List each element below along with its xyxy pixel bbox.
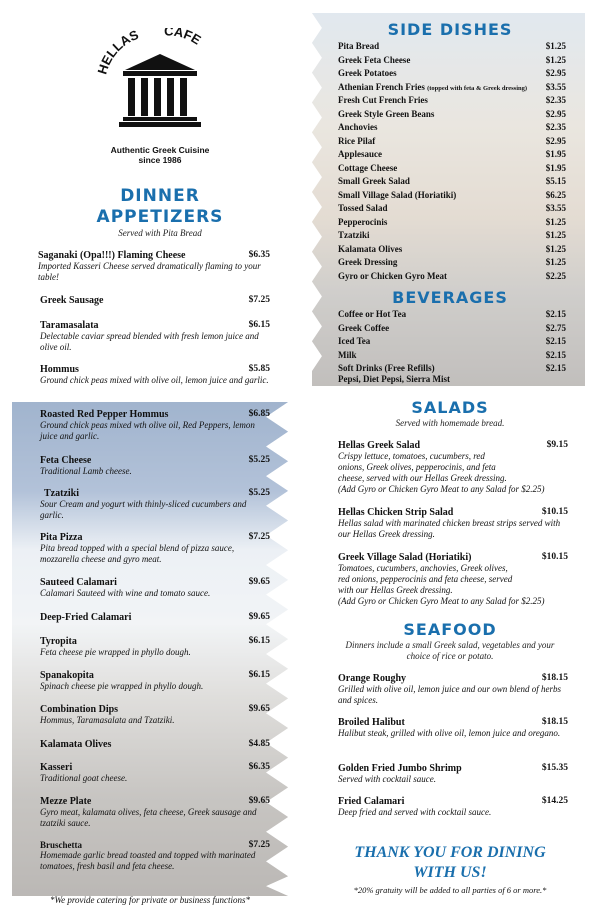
side-dish-price: $2.35 [545,95,566,105]
appetizer-item [40,455,270,477]
logo-since: since 1986 [138,155,182,165]
salad-item [338,440,568,495]
appetizer-desc: Traditional goat cheese. [40,773,128,783]
appetizer-item [40,704,270,726]
side-dish-price: $1.25 [545,230,566,240]
side-dish-name: Small Village Salad (Horiatiki) [338,189,457,200]
appetizer-price: $6.85 [248,409,270,419]
appetizer-item [40,409,270,442]
beverage-price: $2.15 [545,363,566,373]
beverage-name: Iced Tea [338,336,371,346]
seafood-price: $14.25 [541,796,568,806]
side-dish-price: $3.55 [545,81,566,92]
beverage-name: Greek Coffee [338,322,390,333]
side-dish-price: $1.25 [545,41,566,51]
appetizer-item [40,320,270,353]
appetizer-name: Deep-Fried Calamari [40,612,132,623]
side-dish-price: $3.55 [545,203,566,213]
appetizer-item [40,612,270,623]
appetizer-desc: Spinach cheese pie wrapped in phyllo dough. [40,681,204,691]
side-dish-row [338,230,566,244]
beverage-name: Coffee or Hot Tea [338,309,407,319]
side-dish-name: Kalamata Olives [338,243,403,254]
appetizer-name: Saganaki (Opa!!!) Flaming Cheese [38,250,186,261]
appetizer-item [40,840,270,872]
side-dish-row [338,136,566,150]
side-dish-row [338,55,566,69]
side-dish-row [338,190,566,204]
appetizer-item [40,488,270,521]
side-dish-row [338,68,566,82]
appetizer-name: Feta Cheese [40,455,92,466]
side-dish-row [338,82,566,96]
salad-price: $10.15 [541,552,568,562]
appetizer-price: $6.15 [248,670,270,680]
svg-text:CAFE: CAFE [163,28,204,48]
seafood-item [338,717,568,739]
appetizer-price: $6.15 [248,320,270,330]
appetizer-desc: Ground chick peas mixed wth olive oil, Red Peppers, lemon juice and garlic. [40,420,255,441]
side-dish-row [338,244,566,258]
side-dish-name: Greek Potatoes [338,68,397,78]
side-dish-name: Gyro or Chicken Gyro Meat [338,270,447,281]
appetizer-price: $9.65 [248,796,270,806]
seafood-item [338,796,568,818]
side-dish-name: Greek Style Green Beans [338,108,435,119]
appetizer-desc: Hommus, Taramasalata and Tzatziki. [40,715,175,725]
appetizer-name: Tyropita [40,636,77,647]
appetizer-name: Spanakopita [40,670,94,681]
side-dish-price: $1.95 [545,162,566,173]
appetizer-desc: Imported Kasseri Cheese served dramatically flaming to your table! [38,261,261,282]
seafood-desc: Served with cocktail sauce. [338,774,436,784]
seafood-name: Golden Fried Jumbo Shrimp [338,763,462,774]
beverage-name: Milk [338,349,357,360]
side-dish-name: Small Greek Salad [338,176,410,186]
side-dish-row [338,41,566,55]
side-dish-row [338,109,566,123]
appetizer-name: Taramasalata [40,320,99,331]
svg-text:HELLAS: HELLAS [95,28,141,76]
appetizer-price: $6.35 [248,762,270,772]
side-dish-price: $2.25 [545,270,566,281]
side-dish-row [338,122,566,136]
salad-name: Hellas Greek Salad [338,440,421,451]
side-dish-name: Pita Bread [338,41,380,51]
side-dish-name: Greek Feta Cheese [338,54,411,65]
side-dish-row [338,271,566,285]
side-dish-row [338,217,566,231]
appetizer-price: $6.15 [248,636,270,646]
beverage-price: $2.75 [545,322,566,333]
beverage-price: $2.15 [545,309,566,319]
salad-desc: Tomatoes, cucumbers, anchovies, Greek olives, red onions, pepperocinis and feta cheese, served with our Hellas Greek dressing. [338,563,513,595]
seafood-desc: Grilled with olive oil, lemon juice and our own blend of herbs and spices. [338,684,561,705]
seafood-price: $15.35 [541,763,568,773]
appetizer-desc: Homemade garlic bread toasted and topped with marinated tomatoes, fresh basil and feta cheese. [40,850,256,871]
appetizer-item [40,762,270,784]
appetizer-name: Mezze Plate [40,796,92,807]
appetizer-price: $9.65 [248,612,270,622]
seafood-price: $18.15 [541,673,568,683]
side-dish-price: $2.95 [545,135,566,146]
salad-price: $10.15 [541,507,568,517]
appetizer-price: $6.35 [248,250,270,260]
side-dish-name: Applesauce [338,149,383,159]
salads-title: SALADS [411,398,489,417]
seafood-name: Fried Calamari [338,796,405,807]
seafood-name: Broiled Halibut [338,717,405,728]
side-dish-row [338,163,566,177]
side-dishes-title: SIDE DISHES [387,20,513,39]
appetizer-price: $4.85 [248,739,270,749]
appetizer-name: Pita Pizza [40,532,83,543]
beverage-price: $2.15 [545,336,566,346]
side-dish-row [338,149,566,163]
side-dish-name: Anchovies [338,122,378,132]
side-dish-price: $2.95 [545,108,566,119]
side-dish-name: Rice Pilaf [338,135,376,146]
side-dish-row [338,176,566,190]
appetizer-name: Kasseri [40,762,73,773]
beverage-row [338,323,566,337]
side-dish-name: Fresh Cut French Fries [338,95,428,105]
thank-you-line2: WITH US! [413,864,487,881]
salad-price: $9.15 [546,440,568,450]
side-dish-price: $5.15 [545,176,566,186]
appetizer-item [40,670,270,692]
side-dish-price: $2.35 [545,122,566,132]
side-dish-name: Greek Dressing [338,257,398,267]
appetizer-desc: Feta cheese pie wrapped in phyllo dough. [40,647,191,657]
side-dish-name: Tzatziki [338,230,370,240]
side-dish-note: (topped with feta & Greek dressing) [427,84,528,92]
appetizer-desc: Delectable caviar spread blended with fresh lemon juice and olive oil. [40,331,259,352]
seafood-price: $18.15 [541,717,568,727]
soft-drink-list: Pepsi, Diet Pepsi, Sierra Mist [338,374,450,384]
salad-item [338,507,568,540]
appetizer-name: Tzatziki [44,488,79,499]
appetizer-name: Roasted Red Pepper Hommus [40,409,169,420]
salad-note: (Add Gyro or Chicken Gyro Meat to any Salad for $2.25) [338,596,545,606]
beverages-list [338,309,566,388]
thank-you-message [320,843,580,883]
appetizer-desc: Pita bread topped with a special blend of pizza sauce, mozzarella cheese and gyro meat. [40,543,235,564]
appetizer-name: Kalamata Olives [40,739,112,750]
appetizer-item [40,796,270,829]
salads-subtitle: Served with homemade bread. [395,418,505,428]
appetizer-name: Greek Sausage [40,295,104,306]
logo-tagline: Authentic Greek Cuisine [110,145,210,155]
appetizer-desc: Traditional Lamb cheese. [40,466,132,476]
gratuity-note: *20% gratuity will be added to all parties of 6 or more.* [353,885,547,895]
beverage-row [338,336,566,350]
side-dish-row [338,257,566,271]
salad-name: Hellas Chicken Strip Salad [338,507,454,518]
beverages-title: BEVERAGES [392,288,508,307]
seafood-subtitle: Dinners include a small Greek salad, vegetables and your choice of rice or potato. [345,640,555,661]
beverage-row [338,363,566,374]
appetizer-name: Bruschetta [40,840,82,850]
seafood-item [338,763,568,785]
side-dish-row [338,203,566,217]
seafood-name: Orange Roughy [338,673,407,684]
beverage-price: $2.15 [545,349,566,360]
beverage-row [338,350,566,364]
appetizer-item [40,636,270,658]
salad-note: (Add Gyro or Chicken Gyro Meat to any Salad for $2.25) [338,484,545,494]
appetizer-price: $5.85 [248,364,270,374]
appetizer-name: Combination Dips [40,704,119,715]
beverage-row [338,309,566,323]
appetizer-item [40,577,270,599]
appetizer-price: $9.65 [248,704,270,714]
appetizers-title-line2: APPETIZERS [96,207,224,227]
appetizer-desc: Calamari Sauteed with wine and tomato sauce. [40,588,211,598]
seafood-desc: Deep fried and served with cocktail sauce. [338,807,492,817]
appetizer-price: $5.25 [248,488,270,498]
side-dish-name: Tossed Salad [338,203,388,213]
appetizer-price: $7.25 [248,295,270,305]
catering-note: *We provide catering for private or business functions* [49,895,251,905]
appetizer-price: $7.25 [248,840,270,850]
beverage-name: Soft Drinks (Free Refills) [338,363,435,373]
appetizer-desc: Ground chick peas mixed with olive oil, lemon juice and garlic. [40,375,269,385]
side-dish-price: $1.25 [545,243,566,254]
appetizer-price: $9.65 [248,577,270,587]
side-dish-name: Athenian French Fries [338,81,425,92]
appetizer-desc: Sour Cream and yogurt with thinly-sliced cucumbers and garlic. [40,499,247,520]
appetizers-subtitle: Served with Pita Bread [118,228,202,238]
side-dishes-list [338,41,566,284]
salad-name: Greek Village Salad (Horiatiki) [338,552,472,563]
salad-desc: Hellas salad with marinated chicken breast strips served with our Hellas Greek dressing. [338,518,561,539]
seafood-item [338,673,568,706]
seafood-desc: Halibut steak, grilled with olive oil, lemon juice and oregano. [338,728,561,738]
appetizer-name: Sauteed Calamari [40,577,117,588]
salad-item [338,552,568,607]
side-dish-price: $1.25 [545,54,566,65]
appetizer-item [40,295,270,306]
side-dish-row [338,95,566,109]
appetizer-item [38,250,270,283]
appetizer-price: $7.25 [248,532,270,542]
side-dish-price: $2.95 [545,68,566,78]
appetizer-item [40,532,270,565]
appetizer-price: $5.25 [248,455,270,465]
appetizer-desc: Gyro meat, kalamata olives, feta cheese, Greek sausage and tzatziki sauce. [40,807,257,828]
side-dish-price: $1.25 [545,216,566,227]
side-dish-price: $1.95 [545,149,566,159]
side-dish-price: $6.25 [545,189,566,200]
appetizer-item [40,364,270,386]
side-dish-name: Cottage Cheese [338,162,398,173]
side-dish-name: Pepperocinis [338,216,388,227]
seafood-title: SEAFOOD [403,620,497,639]
thank-you-line1: THANK YOU FOR DINING [354,844,546,861]
appetizers-title-line1: DINNER [120,186,200,206]
side-dish-price: $1.25 [545,257,566,267]
salad-desc: Crispy lettuce, tomatoes, cucumbers, red onions, Greek olives, pepperocinis, and feta cheese, served with our Hellas Greek dressing. [338,451,507,483]
appetizer-item [40,739,270,750]
appetizer-name: Hommus [40,364,79,375]
